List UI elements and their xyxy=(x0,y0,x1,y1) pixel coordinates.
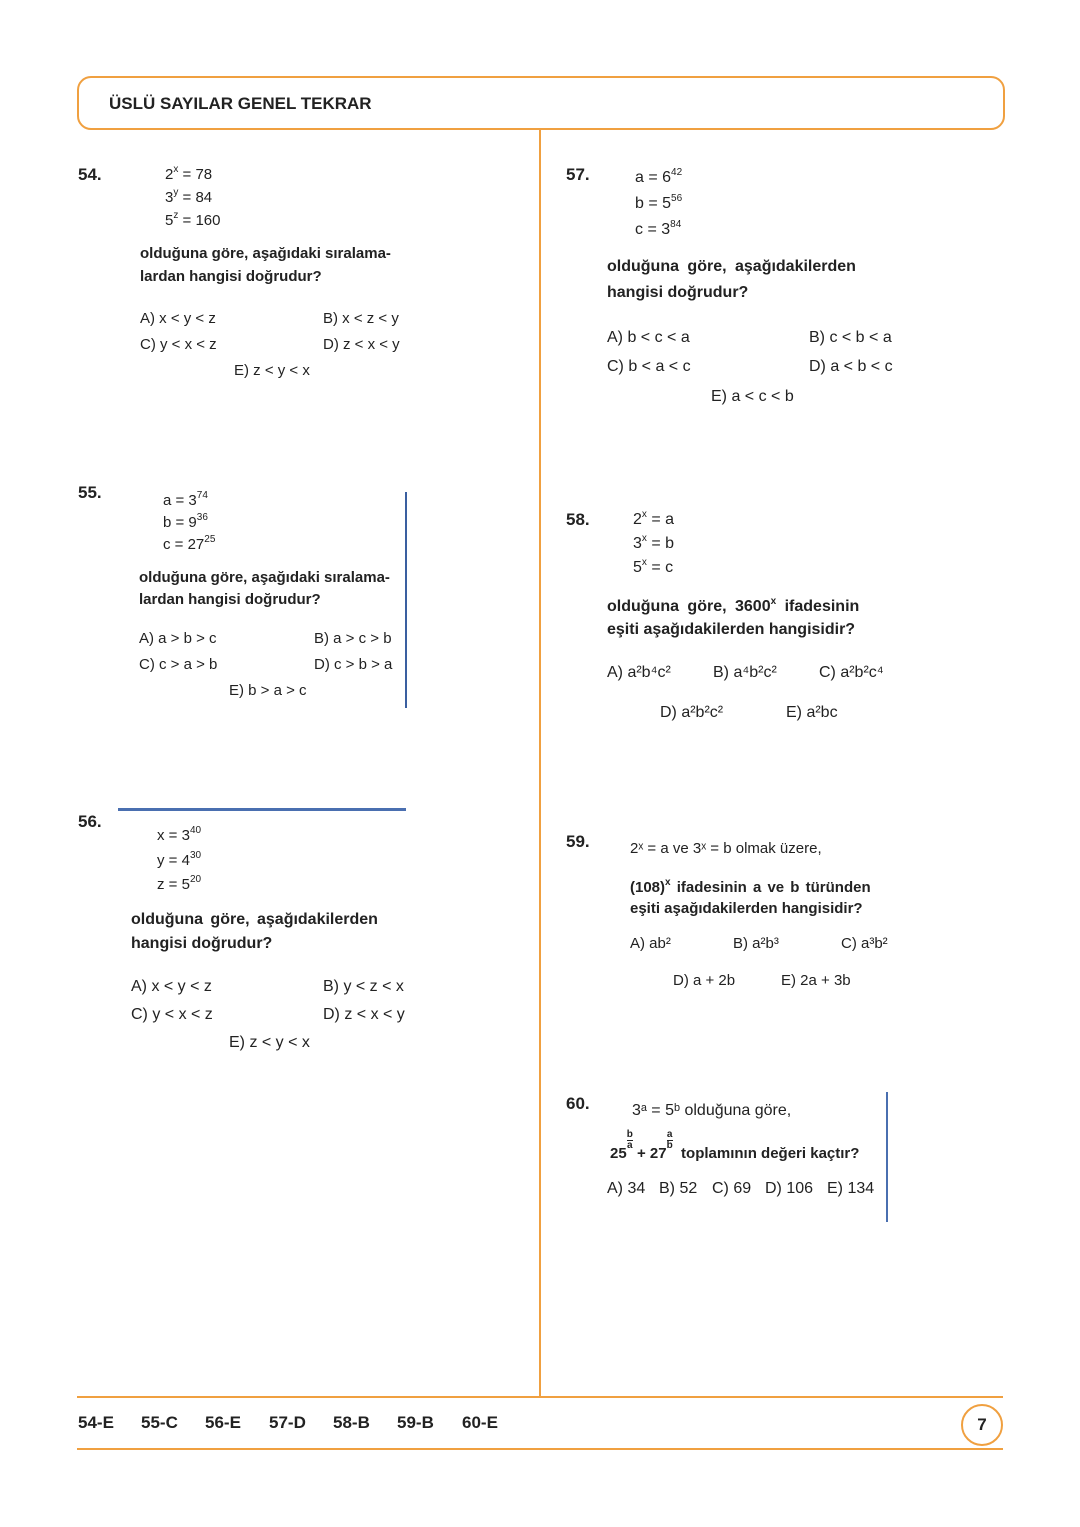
question-number: 54. xyxy=(78,165,102,184)
option[interactable]: C) a²b²c⁴ xyxy=(819,664,884,681)
column-divider xyxy=(539,128,541,1398)
stem: eşiti aşağıdakilerden hangisidir? xyxy=(607,621,856,638)
question-number: 55. xyxy=(78,483,102,502)
given: $b = 9^{36}$ xyxy=(163,512,208,531)
footer-top-line xyxy=(77,1396,1003,1398)
given: $x = 3^{40}$ xyxy=(157,825,202,844)
given: $2^x = a$ xyxy=(633,509,675,528)
given: $b = 5^{56}$ xyxy=(635,193,683,212)
given: 2ˣ = a ve 3ˣ = b olmak üzere, xyxy=(630,840,822,857)
option[interactable]: C) c > a > b xyxy=(139,656,218,673)
option[interactable]: B) a > c > b xyxy=(314,630,392,647)
option[interactable]: A) a > b > c xyxy=(139,630,217,647)
stem: olduğuna göre, aşağıdakilerden xyxy=(131,911,378,928)
option[interactable]: D) a + 2b xyxy=(673,972,736,989)
stem: lardan hangisi doğrudur? xyxy=(139,591,321,608)
option[interactable]: B) a²b³ xyxy=(733,935,779,952)
given: $5^z = 160$ xyxy=(165,210,221,229)
page-title: ÜSLÜ SAYILAR GENEL TEKRAR xyxy=(109,94,372,113)
option[interactable]: D) a < b < c xyxy=(809,358,893,375)
option[interactable]: A) ab² xyxy=(630,935,671,952)
stem: olduğuna göre, aşağıdakilerden xyxy=(607,258,856,275)
option[interactable]: A) b < c < a xyxy=(607,329,690,346)
answer-key-item: 60-E xyxy=(462,1413,498,1432)
footer-bottom-line xyxy=(77,1448,1003,1450)
question-number: 57. xyxy=(566,165,590,184)
stem: eşiti aşağıdakilerden hangisidir? xyxy=(630,900,863,917)
question-number: 60. xyxy=(566,1094,590,1113)
answer-key-item: 57-D xyxy=(269,1413,306,1432)
header-box xyxy=(77,76,1005,130)
option[interactable]: B) a⁴b²c² xyxy=(713,664,777,681)
given: $2^x = 78$ xyxy=(165,164,213,183)
scan-edge-line xyxy=(886,1092,888,1222)
scan-edge-line xyxy=(405,492,407,708)
stem: $(108)^x$ ifadesinin a ve b türünden xyxy=(630,877,871,896)
given: $z = 5^{20}$ xyxy=(157,874,202,893)
stem: hangisi doğrudur? xyxy=(607,284,749,301)
answer-key-item: 59-B xyxy=(397,1413,434,1432)
answer-key-item: 58-B xyxy=(333,1413,370,1432)
option[interactable]: E) z < y < x xyxy=(229,1034,310,1051)
option[interactable]: D) a²b²c² xyxy=(660,704,724,721)
given: $c = 27^{25}$ xyxy=(163,534,216,553)
given: $3^x = b$ xyxy=(633,533,675,552)
given: $a = 3^{74}$ xyxy=(163,490,208,509)
option[interactable]: C) y < x < z xyxy=(140,336,217,353)
option[interactable]: A) 34 xyxy=(607,1180,646,1197)
option[interactable]: D) z < x < y xyxy=(323,1006,405,1023)
question-number: 59. xyxy=(566,832,590,851)
answer-key-item: 56-E xyxy=(205,1413,241,1432)
expression: 25 $\frac{b}{a} + 27$ $\frac{a}{b}$ toplamının değeri kaçtır? xyxy=(610,1129,860,1162)
option[interactable]: C) 69 xyxy=(712,1180,752,1197)
option[interactable]: B) x < z < y xyxy=(323,310,399,327)
option[interactable]: D) 106 xyxy=(765,1180,814,1197)
option[interactable]: B) 52 xyxy=(659,1180,698,1197)
stem: olduğuna göre, aşağıdaki sıralama- xyxy=(139,569,390,586)
option[interactable]: D) z < x < y xyxy=(323,336,400,353)
scan-edge-line xyxy=(118,808,406,811)
answer-key-item: 54-E xyxy=(78,1413,114,1432)
stem: lardan hangisi doğrudur? xyxy=(140,268,322,285)
given: 3ᵃ = 5ᵇ olduğuna göre, xyxy=(632,1102,792,1119)
question-number: 56. xyxy=(78,812,102,831)
option[interactable]: A) x < y < z xyxy=(131,978,212,995)
given: $a = 6^{42}$ xyxy=(635,167,683,186)
given: $3^y = 84$ xyxy=(165,187,213,206)
option[interactable]: E) z < y < x xyxy=(234,362,310,379)
option[interactable]: B) y < z < x xyxy=(323,978,404,995)
option[interactable]: C) b < a < c xyxy=(607,358,691,375)
stem: hangisi doğrudur? xyxy=(131,935,273,952)
stem: olduğuna göre, aşağıdaki sıralama- xyxy=(140,245,391,262)
option[interactable]: C) a³b² xyxy=(841,935,888,952)
given: $5^x = c$ xyxy=(633,557,674,576)
option[interactable]: E) 134 xyxy=(827,1180,875,1197)
option[interactable]: E) a < c < b xyxy=(711,388,794,405)
page-number: 7 xyxy=(961,1404,1003,1446)
given: $c = 3^{84}$ xyxy=(635,219,682,238)
option[interactable]: C) y < x < z xyxy=(131,1006,213,1023)
stem: olduğuna göre, 3600$^x$ ifadesinin xyxy=(607,596,860,615)
option[interactable]: A) x < y < z xyxy=(140,310,216,327)
option[interactable]: A) a²b⁴c² xyxy=(607,664,671,681)
option[interactable]: E) 2a + 3b xyxy=(781,972,851,989)
option[interactable]: B) c < b < a xyxy=(809,329,892,346)
option[interactable]: E) b > a > c xyxy=(229,682,307,699)
option[interactable]: E) a²bc xyxy=(786,704,838,721)
answer-key-item: 55-C xyxy=(141,1413,178,1432)
option[interactable]: D) c > b > a xyxy=(314,656,393,673)
given: $y = 4^{30}$ xyxy=(157,850,202,869)
question-number: 58. xyxy=(566,510,590,529)
